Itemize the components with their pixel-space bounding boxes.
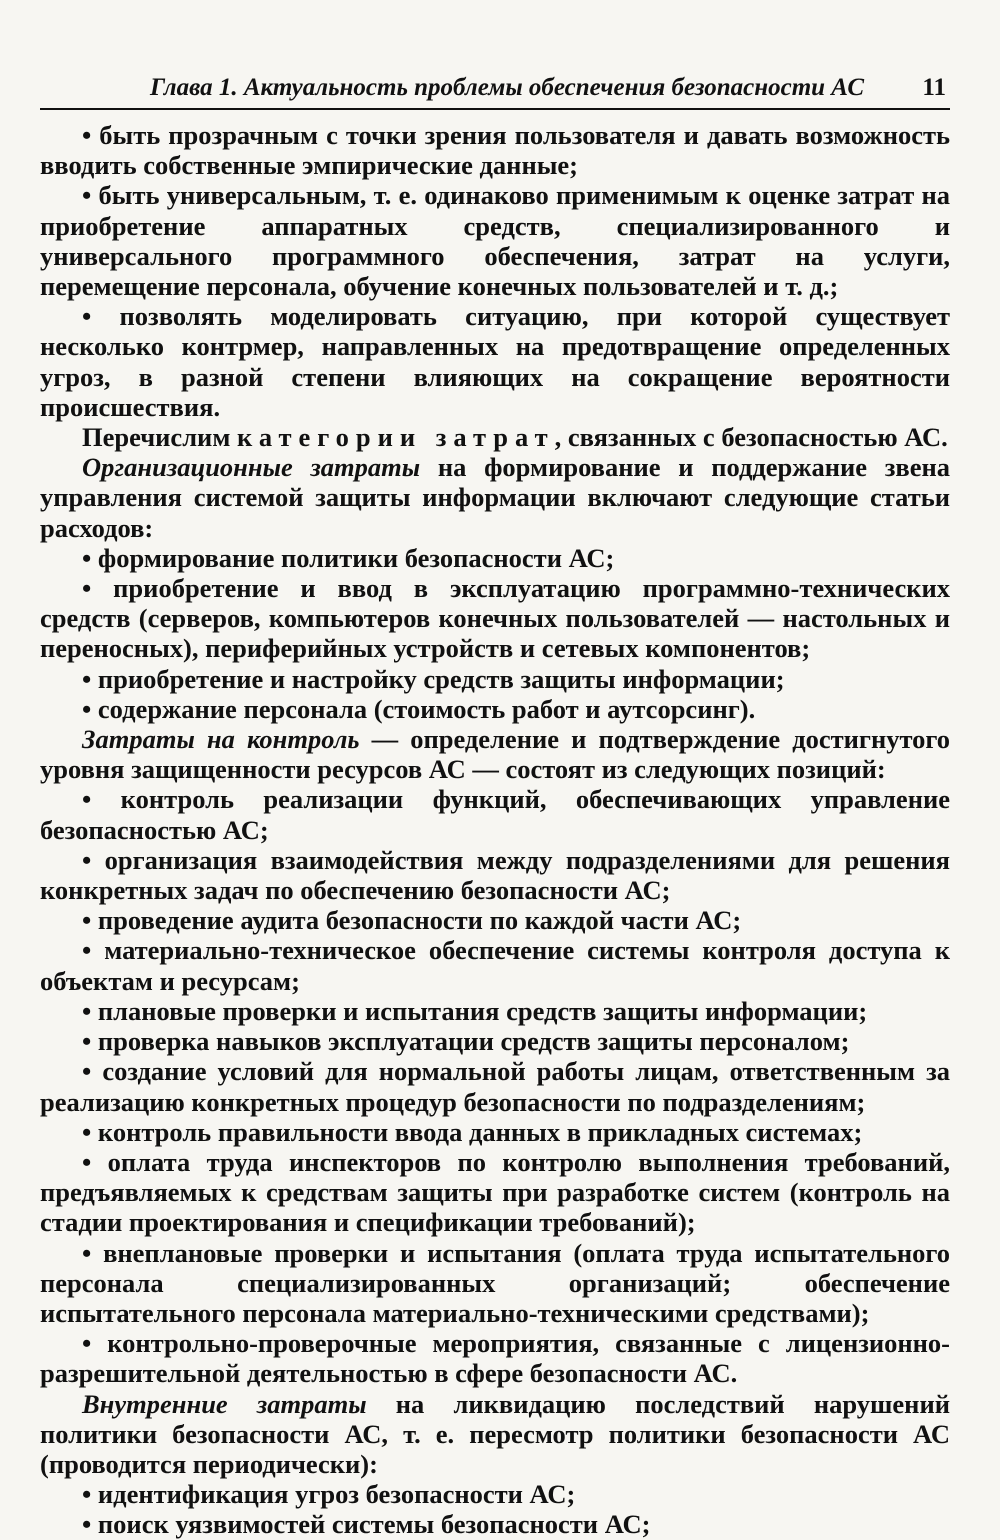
control-text: — определение и подтверждение достигнутого уровня защищенности ресурсов АС — состоят из следующих позиций: — [40, 724, 951, 785]
list-item: • поиск уязвимостей системы безопасности АС; — [82, 1509, 651, 1540]
paragraph: • позволять моделировать ситуацию, при которой существует несколько контрмер, направленных на предотвращение определенных угроз, в разной степени влияющих на сокращение вероятности происшествия. — [40, 301, 950, 422]
intro-after: , связанных с безопасностью АС. — [554, 422, 948, 453]
list-item: • материально-техническое обеспечение системы контроля доступа к объектам и ресурсам; — [40, 935, 950, 996]
list-item: • приобретение и настройку средств защиты информации; — [82, 663, 785, 694]
list-item: • плановые проверки и испытания средств защиты информации; — [82, 995, 868, 1026]
list-item: • проведение аудита безопасности по каждой части АС; — [82, 905, 742, 936]
internal-text: на ликвидацию последствий нарушений политики безопасности АС, т. е. пересмотр политики безопасности АС (проводится периодически): — [40, 1388, 950, 1479]
control-term: Затраты на контроль — [82, 724, 360, 755]
paragraph: • быть универсальным, т. е. одинаково применимым к оценке затрат на приобретение аппаратных средств, специализированного и универсального программного обеспечения, затрат на услуги, перемещение персонала, обучение конечных пользователей и т. д.; — [40, 180, 950, 302]
organizational-intro — [40, 452, 950, 543]
spaced-term: категории затрат — [237, 422, 555, 453]
control-intro — [40, 724, 950, 784]
list-item: • идентификация угроз безопасности АС; — [82, 1479, 576, 1510]
list-item: • внеплановые проверки и испытания (оплата труда испытательного персонала специализированных организаций; обеспечение испытательного персонала материально-техническими средствами); — [40, 1237, 950, 1328]
organizational-term: Организационные затраты — [82, 452, 421, 483]
organizational-text: на формирование и поддержание звена управления системой защиты информации включают следующие статьи расходов: — [40, 452, 950, 543]
list-item: • контроль реализации функций, обеспечивающих управление безопасностью АС; — [40, 784, 950, 845]
page-body — [40, 120, 950, 1540]
list-item: • организация взаимодействия между подразделениями для решения конкретных задач по обеспечению безопасности АС; — [40, 844, 950, 906]
list-item: • содержание персонала (стоимость работ и аутсорсинг). — [82, 693, 756, 724]
categories-intro — [40, 422, 950, 452]
page-number: 11 — [922, 74, 946, 101]
chapter-title: Глава 1. Актуальность проблемы обеспечения безопасности АС — [150, 74, 865, 101]
list-item: • создание условий для нормальной работы лицам, ответственным за реализацию конкретных процедур безопасности по подразделениям; — [40, 1056, 950, 1117]
internal-term: Внутренние затраты — [82, 1388, 367, 1419]
internal-intro — [40, 1389, 950, 1480]
paragraph: • быть прозрачным с точки зрения пользователя и давать возможность вводить собственные эмпирические данные; — [40, 120, 950, 181]
list-item: • проверка навыков эксплуатации средств защиты персоналом; — [82, 1026, 850, 1057]
list-item: • формирование политики безопасности АС; — [82, 542, 615, 573]
list-item: • контроль правильности ввода данных в прикладных системах; — [82, 1116, 863, 1147]
intro-before: Перечислим — [82, 422, 238, 453]
running-header — [40, 72, 950, 110]
list-item: • приобретение и ввод в эксплуатацию программно-технических средств (серверов, компьютеров конечных пользователей — настольных и переносных), периферийных устройств и сетевых компонентов; — [40, 573, 950, 664]
list-item: • контрольно-проверочные мероприятия, связанные с лицензионно-разрешительной деятельностью в сфере безопасности АС. — [40, 1328, 950, 1389]
list-item: • оплата труда инспекторов по контролю выполнения требований, предъявляемых к средствам защиты при разработке систем (контроль на стадии проектирования и спецификации требований); — [40, 1146, 950, 1238]
